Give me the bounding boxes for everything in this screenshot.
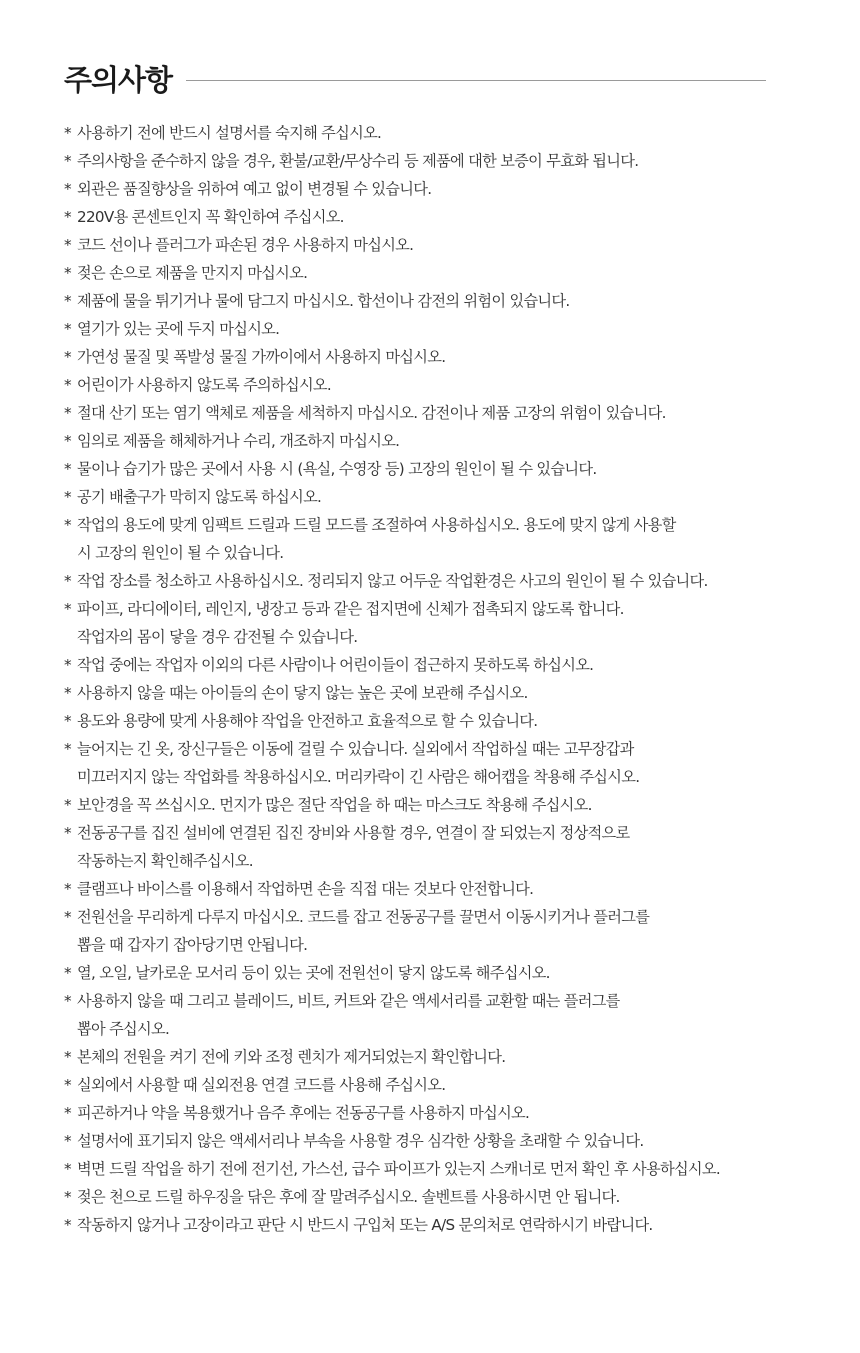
caution-text (77, 455, 596, 483)
caution-text (77, 343, 445, 371)
bullet-asterisk: * (64, 796, 71, 814)
bullet-asterisk: * (64, 264, 71, 282)
bullet-asterisk: * (64, 1160, 71, 1178)
caution-text (77, 1211, 653, 1239)
caution-item (64, 259, 824, 287)
bullet-asterisk: * (64, 572, 71, 590)
bullet-asterisk: * (64, 488, 71, 506)
caution-item (64, 1183, 824, 1211)
caution-text (77, 595, 624, 651)
section-header (64, 58, 766, 98)
caution-text (77, 819, 630, 875)
caution-item (64, 231, 824, 259)
caution-text-line: 전원선을 무리하게 다루지 마십시오. 코드를 잡고 전동공구를 끌면서 이동시키거나 플러그를 (77, 908, 650, 926)
bullet-asterisk: * (64, 320, 71, 338)
caution-text (77, 707, 537, 735)
caution-text-line: 뽑을 때 갑자기 잡아당기면 안됩니다. (77, 936, 308, 954)
caution-text-line: 클램프나 바이스를 이용해서 작업하면 손을 직접 대는 것보다 안전합니다. (77, 880, 534, 898)
bullet-asterisk: * (64, 432, 71, 450)
bullet-asterisk: * (64, 880, 71, 898)
caution-text-line: 피곤하거나 약을 복용했거나 음주 후에는 전동공구를 사용하지 마십시오. (77, 1104, 530, 1122)
caution-text (77, 567, 708, 595)
caution-item (64, 595, 824, 651)
caution-text-line: 제품에 물을 튀기거나 물에 담그지 마십시오. 합선이나 감전의 위험이 있습니다. (77, 292, 570, 310)
caution-item (64, 1155, 824, 1183)
caution-item (64, 483, 824, 511)
caution-text-line: 벽면 드릴 작업을 하기 전에 전기선, 가스선, 급수 파이프가 있는지 스캐너로 먼저 확인 후 사용하십시오. (77, 1160, 720, 1178)
caution-item (64, 707, 824, 735)
caution-text (77, 1099, 529, 1127)
caution-item (64, 455, 824, 483)
caution-text (77, 483, 321, 511)
bullet-asterisk: * (64, 740, 71, 758)
bullet-asterisk: * (64, 124, 71, 142)
bullet-asterisk: * (64, 180, 71, 198)
caution-text-line: 설명서에 표기되지 않은 액세서리나 부속을 사용할 경우 심각한 상황을 초래할 수 있습니다. (77, 1132, 644, 1150)
bullet-asterisk: * (64, 292, 71, 310)
caution-item (64, 175, 824, 203)
caution-text-line: 어린이가 사용하지 않도록 주의하십시오. (77, 376, 332, 394)
caution-text-line: 작동하지 않거나 고장이라고 판단 시 반드시 구입처 또는 A/S 문의처로 연락하시기 바랍니다. (77, 1216, 653, 1234)
caution-text (77, 959, 550, 987)
caution-text-line: 용도와 용량에 맞게 사용해야 작업을 안전하고 효율적으로 할 수 있습니다. (77, 712, 538, 730)
bullet-asterisk: * (64, 964, 71, 982)
caution-item (64, 875, 824, 903)
bullet-asterisk: * (64, 908, 71, 926)
caution-text (77, 651, 593, 679)
caution-text (77, 679, 528, 707)
caution-text-line: 본체의 전원을 켜기 전에 키와 조정 렌치가 제거되었는지 확인합니다. (77, 1048, 506, 1066)
caution-text-line: 가연성 물질 및 폭발성 물질 가까이에서 사용하지 마십시오. (77, 348, 446, 366)
caution-item (64, 987, 824, 1043)
bullet-asterisk: * (64, 1188, 71, 1206)
caution-item (64, 903, 824, 959)
caution-text-line: 작동하는지 확인해주십시오. (77, 852, 253, 870)
caution-text (77, 875, 533, 903)
caution-text-line: 작업 장소를 청소하고 사용하십시오. 정리되지 않고 어두운 작업환경은 사고의 원인이 될 수 있습니다. (77, 572, 708, 590)
caution-item (64, 203, 824, 231)
caution-text-line: 늘어지는 긴 옷, 장신구들은 이동에 걸릴 수 있습니다. 실외에서 작업하실 때는 고무장갑과 (77, 740, 634, 758)
bullet-asterisk: * (64, 824, 71, 842)
bullet-asterisk: * (64, 1048, 71, 1066)
caution-text-line: 작업의 용도에 맞게 임팩트 드릴과 드릴 모드를 조절하여 사용하십시오. 용도에 맞지 않게 사용할 (77, 516, 676, 534)
caution-text-line: 보안경을 꼭 쓰십시오. 먼지가 많은 절단 작업을 하 때는 마스크도 착용해 주십시오. (77, 796, 592, 814)
caution-item (64, 735, 824, 791)
caution-item (64, 1211, 824, 1239)
caution-text-line: 실외에서 사용할 때 실외전용 연결 코드를 사용해 주십시오. (77, 1076, 446, 1094)
caution-text-line: 주의사항을 준수하지 않을 경우, 환불/교환/무상수리 등 제품에 대한 보증이 무효화 됩니다. (77, 152, 639, 170)
caution-item (64, 287, 824, 315)
bullet-asterisk: * (64, 516, 71, 534)
caution-text (77, 1183, 620, 1211)
caution-text-line: 절대 산기 또는 염기 액체로 제품을 세척하지 마십시오. 감전이나 제품 고장의 위험이 있습니다. (77, 404, 666, 422)
caution-item (64, 791, 824, 819)
bullet-asterisk: * (64, 404, 71, 422)
caution-item (64, 315, 824, 343)
caution-text (77, 735, 639, 791)
caution-text (77, 427, 399, 455)
caution-text-line: 외관은 품질향상을 위하여 예고 없이 변경될 수 있습니다. (77, 180, 432, 198)
bullet-asterisk: * (64, 376, 71, 394)
caution-text-line: 공기 배출구가 막히지 않도록 하십시오. (77, 488, 322, 506)
caution-text-line: 젖은 천으로 드릴 하우징을 닦은 후에 잘 말려주십시오. 솔벤트를 사용하시면 안 됩니다. (77, 1188, 620, 1206)
caution-text-line: 열, 오일, 날카로운 모서리 등이 있는 곳에 전원선이 닿지 않도록 해주십시오. (77, 964, 550, 982)
bullet-asterisk: * (64, 684, 71, 702)
caution-item (64, 399, 824, 427)
caution-item (64, 819, 824, 875)
caution-item (64, 371, 824, 399)
caution-item (64, 427, 824, 455)
caution-text (77, 1155, 720, 1183)
bullet-asterisk: * (64, 460, 71, 478)
caution-text (77, 1043, 505, 1071)
bullet-asterisk: * (64, 1132, 71, 1150)
caution-item (64, 1127, 824, 1155)
bullet-asterisk: * (64, 208, 71, 226)
caution-item (64, 119, 824, 147)
caution-text-line: 열기가 있는 곳에 두지 마십시오. (77, 320, 280, 338)
bullet-asterisk: * (64, 348, 71, 366)
caution-text-line: 젖은 손으로 제품을 만지지 마십시오. (77, 264, 308, 282)
caution-text (77, 203, 344, 231)
bullet-asterisk: * (64, 236, 71, 254)
caution-text-line: 뽑아 주십시오. (77, 1020, 170, 1038)
caution-item (64, 959, 824, 987)
caution-text (77, 511, 676, 567)
bullet-asterisk: * (64, 992, 71, 1010)
caution-text-line: 파이프, 라디에이터, 레인지, 냉장고 등과 같은 접지면에 신체가 접촉되지 않도록 합니다. (77, 600, 624, 618)
caution-text-line: 물이나 습기가 많은 곳에서 사용 시 (욕실, 수영장 등) 고장의 원인이 될 수 있습니다. (77, 460, 597, 478)
caution-list (64, 119, 824, 1239)
caution-text-line: 220V용 콘센트인지 꼭 확인하여 주십시오. (77, 208, 344, 226)
caution-text-line: 임의로 제품을 해체하거나 수리, 개조하지 마십시오. (77, 432, 400, 450)
caution-text (77, 231, 413, 259)
bullet-asterisk: * (64, 656, 71, 674)
caution-text-line: 사용하지 않을 때 그리고 블레이드, 비트, 커트와 같은 액세서리를 교환할 때는 플러그를 (77, 992, 620, 1010)
caution-text (77, 371, 331, 399)
caution-text-line: 코드 선이나 플러그가 파손된 경우 사용하지 마십시오. (77, 236, 414, 254)
caution-text-line: 사용하지 않을 때는 아이들의 손이 닿지 않는 높은 곳에 보관해 주십시오. (77, 684, 528, 702)
caution-item (64, 147, 824, 175)
caution-text (77, 259, 307, 287)
caution-text-line: 미끄러지지 않는 작업화를 착용하십시오. 머리카락이 긴 사람은 해어캡을 착용해 주십시오. (77, 768, 640, 786)
bullet-asterisk: * (64, 152, 71, 170)
caution-text (77, 791, 592, 819)
caution-text (77, 315, 279, 343)
caution-text-line: 사용하기 전에 반드시 설명서를 숙지해 주십시오. (77, 124, 382, 142)
caution-text-line: 작업 중에는 작업자 이외의 다른 사람이나 어린이들이 접근하지 못하도록 하십시오. (77, 656, 594, 674)
caution-text (77, 1071, 445, 1099)
bullet-asterisk: * (64, 1076, 71, 1094)
caution-item (64, 567, 824, 595)
caution-text (77, 175, 431, 203)
caution-text-line: 시 고장의 원인이 될 수 있습니다. (77, 544, 284, 562)
page-title: 주의사항 (64, 62, 173, 97)
caution-text (77, 147, 638, 175)
caution-text (77, 987, 620, 1043)
caution-item (64, 343, 824, 371)
caution-item (64, 651, 824, 679)
bullet-asterisk: * (64, 600, 71, 618)
title-divider (186, 80, 766, 81)
caution-text-line: 전동공구를 집진 설비에 연결된 집진 장비와 사용할 경우, 연결이 잘 되었는지 정상적으로 (77, 824, 630, 842)
caution-text (77, 399, 666, 427)
caution-text-line: 작업자의 몸이 닿을 경우 감전될 수 있습니다. (77, 628, 358, 646)
bullet-asterisk: * (64, 1216, 71, 1234)
caution-text (77, 903, 649, 959)
bullet-asterisk: * (64, 1104, 71, 1122)
caution-text (77, 1127, 643, 1155)
caution-item (64, 1043, 824, 1071)
bullet-asterisk: * (64, 712, 71, 730)
caution-text (77, 287, 569, 315)
caution-item (64, 511, 824, 567)
caution-item (64, 679, 824, 707)
caution-text (77, 119, 381, 147)
caution-item (64, 1099, 824, 1127)
caution-item (64, 1071, 824, 1099)
